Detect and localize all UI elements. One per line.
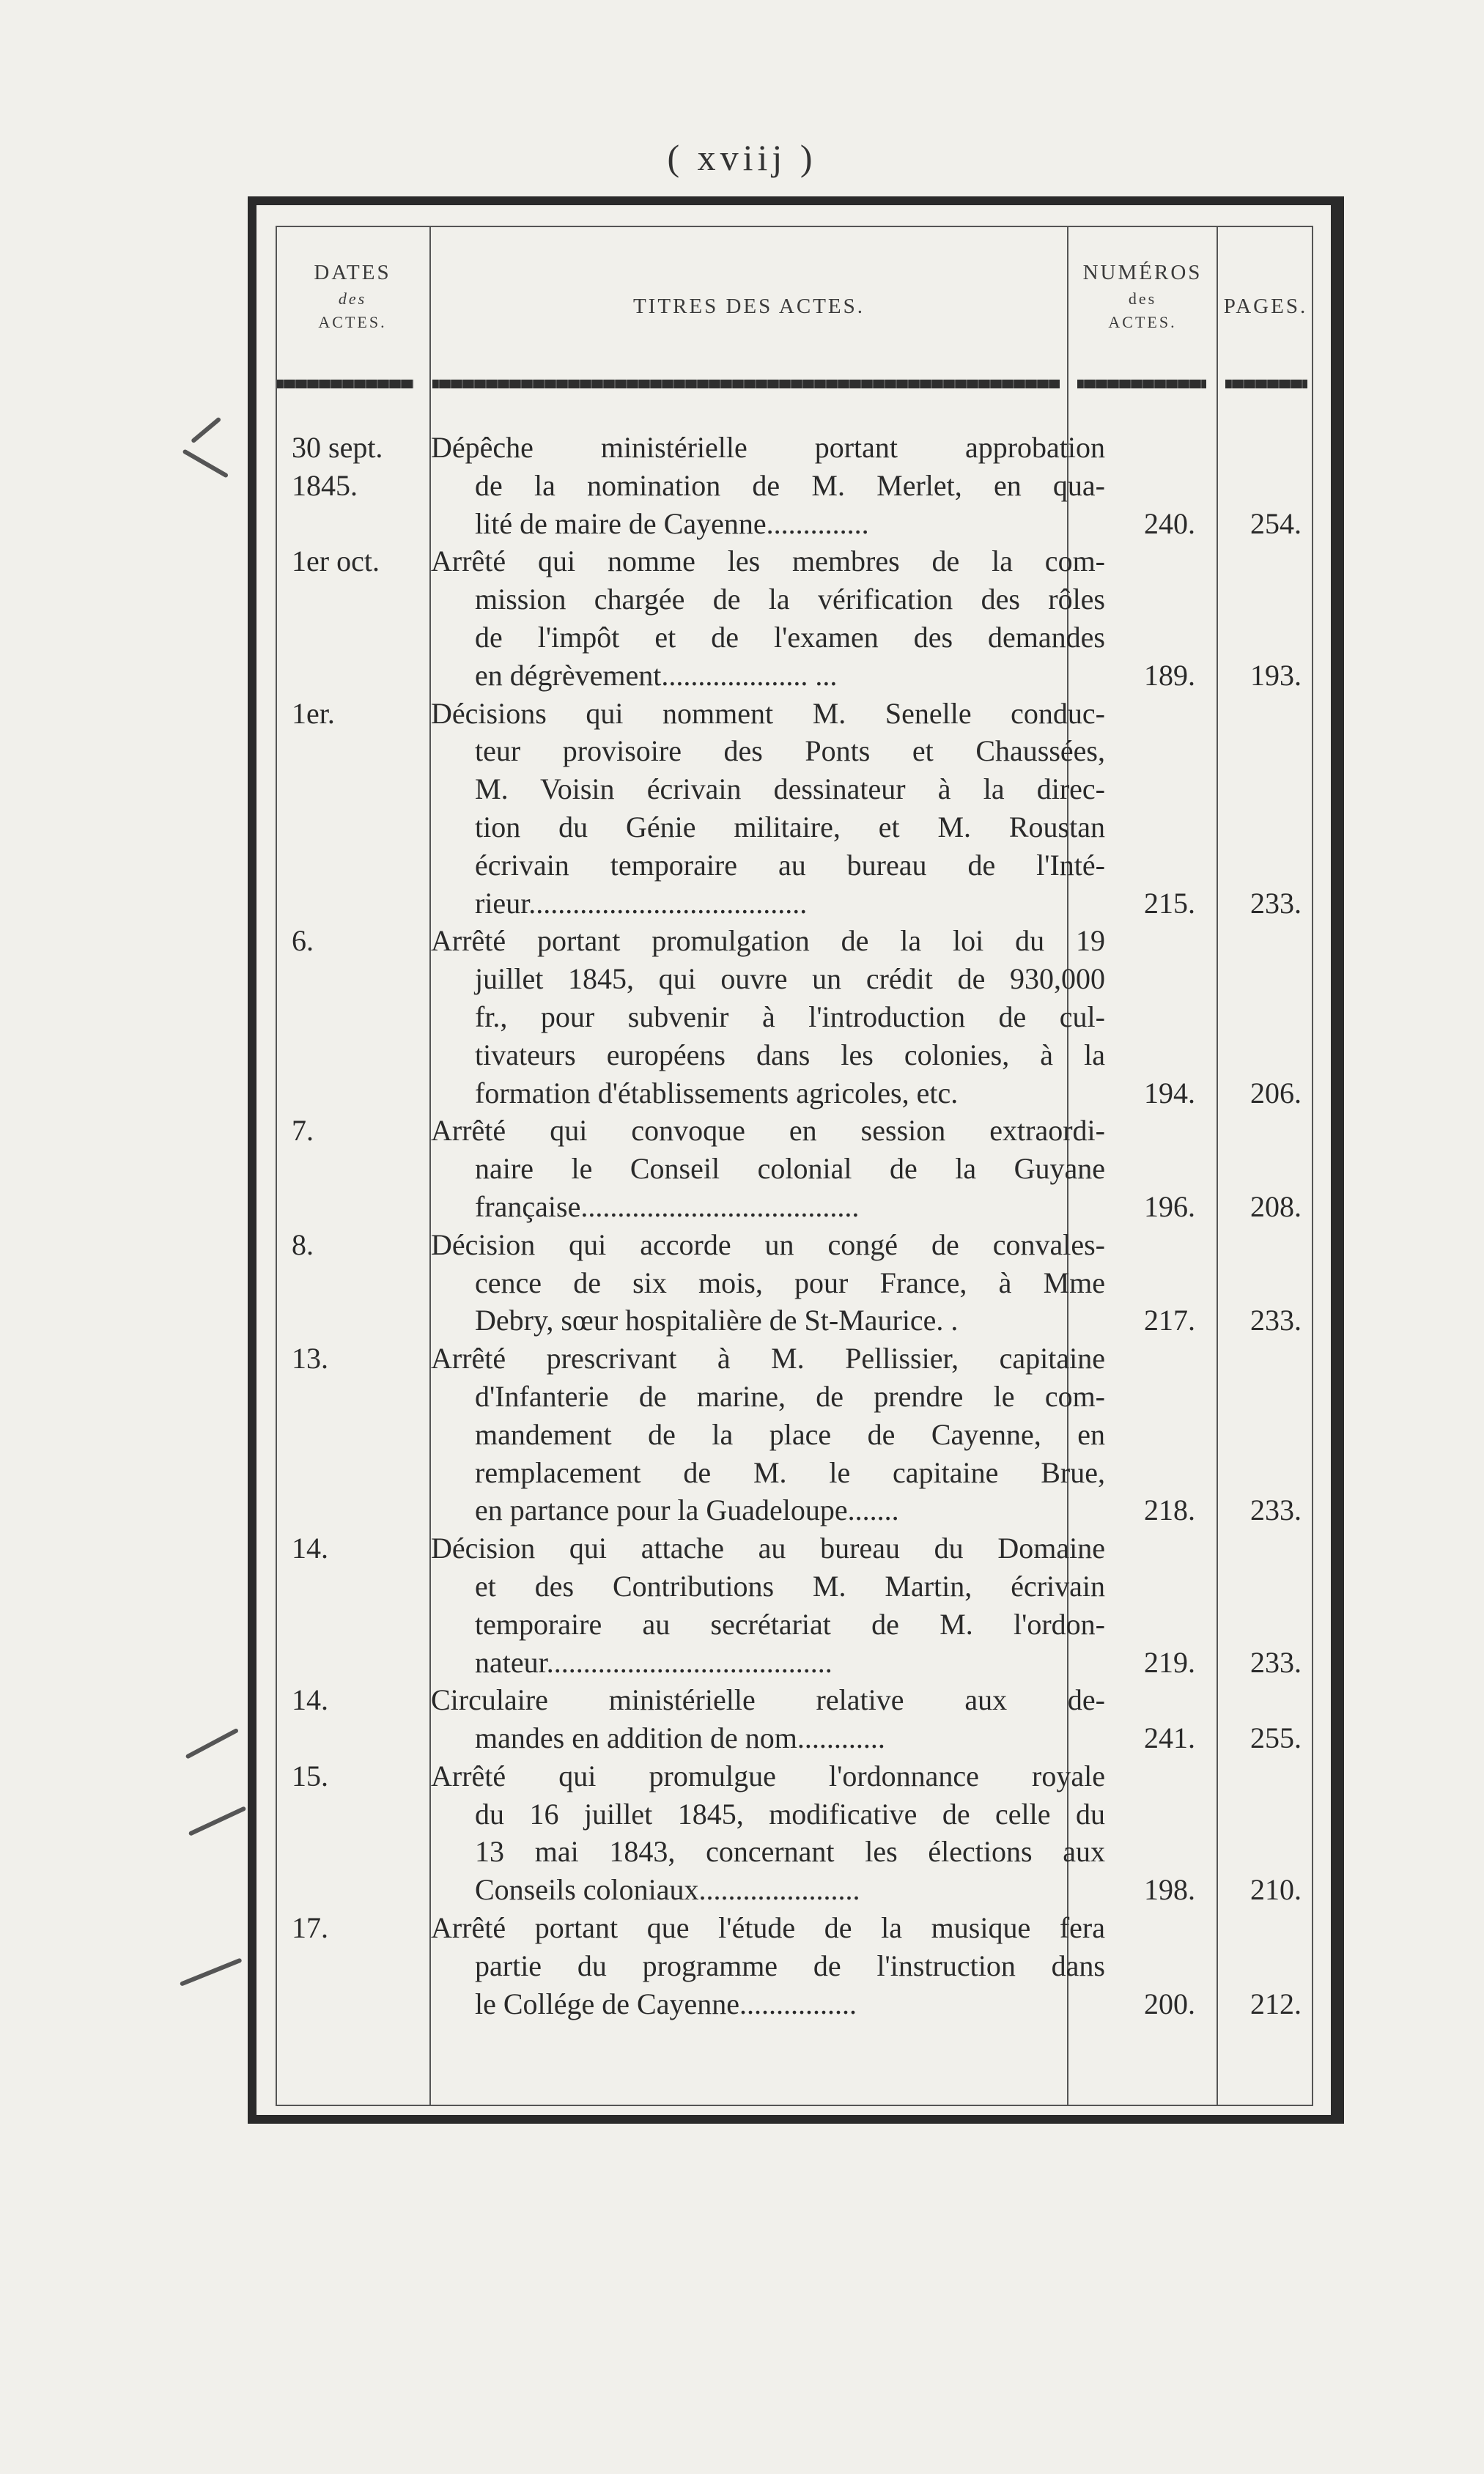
- entry-title-line: française......................................: [475, 1189, 860, 1223]
- entry-line: [276, 657, 1313, 695]
- entry-title-line: formation d'établissements agricoles, etc.: [475, 1076, 959, 1109]
- entry-title-line: rieur......................................: [475, 886, 808, 920]
- entry-line: [276, 1454, 1313, 1492]
- header-rule-dates: [277, 380, 413, 388]
- entries-list: [276, 429, 1313, 2023]
- entry-date: 1845.: [292, 468, 358, 502]
- entry-line: [276, 467, 1313, 505]
- header-pages: PAGES.: [1223, 295, 1308, 318]
- entry-number: 218.: [1144, 1493, 1195, 1527]
- entry-date: 1er oct.: [292, 544, 380, 578]
- entry-title-line: de l'impôt et de l'examen des demandes: [475, 620, 1105, 654]
- entry-row: [276, 429, 1313, 542]
- entry-number: 219.: [1144, 1645, 1195, 1679]
- entry-line: [276, 1378, 1313, 1416]
- entry-line: [276, 1188, 1313, 1226]
- entry-page: 233.: [1250, 1493, 1302, 1527]
- entry-title-line: mandement de la place de Cayenne, en: [475, 1417, 1105, 1451]
- entry-title-line: le Collége de Cayenne................: [475, 1987, 857, 2020]
- entry-title-line: Arrêté prescrivant à M. Pellissier, capitaine: [431, 1342, 1105, 1376]
- entry-number: 241.: [1144, 1721, 1195, 1755]
- entry-title-line: Dépêche ministérielle portant approbation: [431, 431, 1105, 464]
- entry-title-line: 13 mai 1843, concernant les élections aux: [475, 1835, 1105, 1869]
- entry-date: 8.: [292, 1227, 314, 1261]
- margin-mark: [185, 1728, 239, 1760]
- entry-line: [276, 1947, 1313, 1985]
- entry-row: [276, 1757, 1313, 1909]
- entry-row: [276, 1909, 1313, 2023]
- entry-title-line: fr., pour subvenir à l'introduction de cul-: [475, 1000, 1105, 1033]
- entry-number: 189.: [1144, 658, 1195, 692]
- entry-title-line: Circulaire ministérielle relative aux de-: [431, 1683, 1105, 1717]
- entry-line: [276, 808, 1313, 846]
- entry-title-line: temporaire au secrétariat de M. l'ordon-: [475, 1607, 1105, 1641]
- entry-line: [276, 922, 1313, 960]
- entry-line: [276, 1112, 1313, 1150]
- entry-line: [276, 580, 1313, 618]
- entry-line: [276, 429, 1313, 467]
- entry-title-line: en dégrèvement.................... ...: [475, 658, 838, 692]
- entry-title-line: naire le Conseil colonial de la Guyane: [475, 1152, 1105, 1186]
- entry-line: [276, 542, 1313, 580]
- entry-number: 215.: [1144, 886, 1195, 920]
- entry-row: [276, 542, 1313, 694]
- entry-page: 254.: [1250, 506, 1302, 540]
- header-titles: TITRES DES ACTES.: [632, 295, 865, 318]
- entry-line: [276, 1795, 1313, 1834]
- entry-line: [276, 1909, 1313, 1947]
- entry-title-line: Arrêté qui promulgue l'ordonnance royale: [431, 1759, 1105, 1792]
- entry-line: [276, 1568, 1313, 1606]
- entry-number: 217.: [1144, 1304, 1195, 1337]
- entry-title-line: M. Voisin écrivain dessinateur à la direc-: [475, 772, 1105, 806]
- entry-number: 196.: [1144, 1189, 1195, 1223]
- entry-line: [276, 1606, 1313, 1644]
- entry-line: [276, 1150, 1313, 1188]
- entry-page: 255.: [1250, 1721, 1302, 1755]
- entry-title-line: d'Infanterie de marine, de prendre le com-: [475, 1379, 1105, 1413]
- entry-row: [276, 1529, 1313, 1681]
- entry-number: 194.: [1144, 1076, 1195, 1109]
- entry-date: 1er.: [292, 696, 335, 730]
- header-rule-titles: [432, 380, 1060, 388]
- entry-row: [276, 922, 1313, 1112]
- margin-mark: [191, 417, 221, 444]
- header-rule-numeros: [1077, 380, 1206, 388]
- entry-title-line: mandes en addition de nom............: [475, 1721, 885, 1755]
- header-rule-pages: [1225, 380, 1307, 388]
- entry-title-line: mission chargée de la vérification des rôles: [475, 583, 1105, 616]
- entry-line: [276, 695, 1313, 733]
- entry-page: 206.: [1250, 1076, 1302, 1109]
- entry-number: 200.: [1144, 1987, 1195, 2020]
- entry-line: [276, 1416, 1313, 1454]
- entry-title-line: Arrêté qui convoque en session extraordi-: [431, 1114, 1105, 1148]
- entry-title-line: cence de six mois, pour France, à Mme: [475, 1266, 1105, 1299]
- entry-title-line: nateur.......................................: [475, 1645, 833, 1679]
- entry-line: [276, 505, 1313, 543]
- entry-line: [276, 998, 1313, 1036]
- entry-line: [276, 1719, 1313, 1757]
- entry-title-line: Arrêté portant que l'étude de la musique fera: [431, 1911, 1105, 1945]
- entry-date: 17.: [292, 1911, 328, 1945]
- entry-title-line: Décision qui accorde un congé de convales-: [431, 1227, 1105, 1261]
- entry-number: 240.: [1144, 506, 1195, 540]
- entry-line: [276, 1757, 1313, 1795]
- entry-title-line: juillet 1845, qui ouvre un crédit de 930,000: [475, 962, 1105, 996]
- entry-title-line: du 16 juillet 1845, modificative de celle du: [475, 1797, 1105, 1831]
- entry-title-line: tion du Génie militaire, et M. Roustan: [475, 810, 1105, 843]
- entry-line: [276, 885, 1313, 923]
- entry-line: [276, 1491, 1313, 1529]
- margin-mark: [182, 448, 229, 478]
- entry-title-line: de la nomination de M. Merlet, en qua-: [475, 468, 1105, 502]
- entry-line: [276, 846, 1313, 885]
- entry-page: 233.: [1250, 1645, 1302, 1679]
- entry-date: 13.: [292, 1342, 328, 1376]
- entry-line: [276, 1644, 1313, 1682]
- entry-date: 14.: [292, 1683, 328, 1717]
- entry-date: 6.: [292, 924, 314, 958]
- entry-line: [276, 1985, 1313, 2023]
- entry-line: [276, 1681, 1313, 1719]
- entry-title-line: partie du programme de l'instruction dans: [475, 1949, 1105, 1982]
- entry-title-line: remplacement de M. le capitaine Brue,: [475, 1455, 1105, 1489]
- entry-line: [276, 960, 1313, 998]
- entry-line: [276, 1340, 1313, 1378]
- entry-page: 208.: [1250, 1189, 1302, 1223]
- header-dates: DATES des ACTES.: [314, 261, 391, 331]
- entry-line: [276, 1833, 1313, 1871]
- entry-title-line: Décisions qui nomment M. Senelle conduc-: [431, 696, 1105, 730]
- entry-row: [276, 1340, 1313, 1529]
- entry-title-line: en partance pour la Guadeloupe.......: [475, 1493, 899, 1527]
- entry-title-line: lité de maire de Cayenne..............: [475, 506, 869, 540]
- margin-mark: [180, 1958, 243, 1987]
- entry-date: 30 sept.: [292, 431, 383, 464]
- entry-line: [276, 1871, 1313, 1909]
- page-number: ( xviij ): [667, 137, 817, 178]
- entry-line: [276, 1301, 1313, 1340]
- entry-page: 233.: [1250, 886, 1302, 920]
- entry-row: [276, 1112, 1313, 1225]
- header-numeros: NUMÉROS des ACTES.: [1082, 261, 1203, 331]
- entry-title-line: teur provisoire des Ponts et Chaussées,: [475, 734, 1105, 768]
- entry-title-line: et des Contributions M. Martin, écrivain: [475, 1569, 1105, 1603]
- entry-title-line: Arrêté portant promulgation de la loi du 19: [431, 924, 1105, 958]
- entry-title-line: Décision qui attache au bureau du Domaine: [431, 1532, 1105, 1565]
- entry-page: 212.: [1250, 1987, 1302, 2020]
- entry-date: 7.: [292, 1114, 314, 1148]
- entry-title-line: tivateurs européens dans les colonies, à la: [475, 1038, 1105, 1071]
- entry-title-line: Conseils coloniaux......................: [475, 1873, 860, 1907]
- entry-title-line: écrivain temporaire au bureau de l'Inté-: [475, 848, 1105, 882]
- entry-date: 14.: [292, 1532, 328, 1565]
- entry-date: 15.: [292, 1759, 328, 1792]
- entry-line: [276, 770, 1313, 808]
- entry-number: 198.: [1144, 1873, 1195, 1907]
- entry-line: [276, 732, 1313, 770]
- entry-page: 233.: [1250, 1304, 1302, 1337]
- entry-line: [276, 1529, 1313, 1568]
- entry-row: [276, 1226, 1313, 1340]
- entry-page: 193.: [1250, 658, 1302, 692]
- entry-line: [276, 1074, 1313, 1112]
- entry-title-line: Arrêté qui nomme les membres de la com-: [431, 544, 1105, 578]
- entry-page: 210.: [1250, 1873, 1302, 1907]
- entry-line: [276, 1264, 1313, 1302]
- entry-line: [276, 618, 1313, 657]
- margin-mark: [188, 1806, 247, 1836]
- entry-row: [276, 1681, 1313, 1757]
- entry-title-line: Debry, sœur hospitalière de St-Maurice. .: [475, 1304, 959, 1337]
- entry-line: [276, 1226, 1313, 1264]
- entry-row: [276, 695, 1313, 923]
- entry-line: [276, 1036, 1313, 1074]
